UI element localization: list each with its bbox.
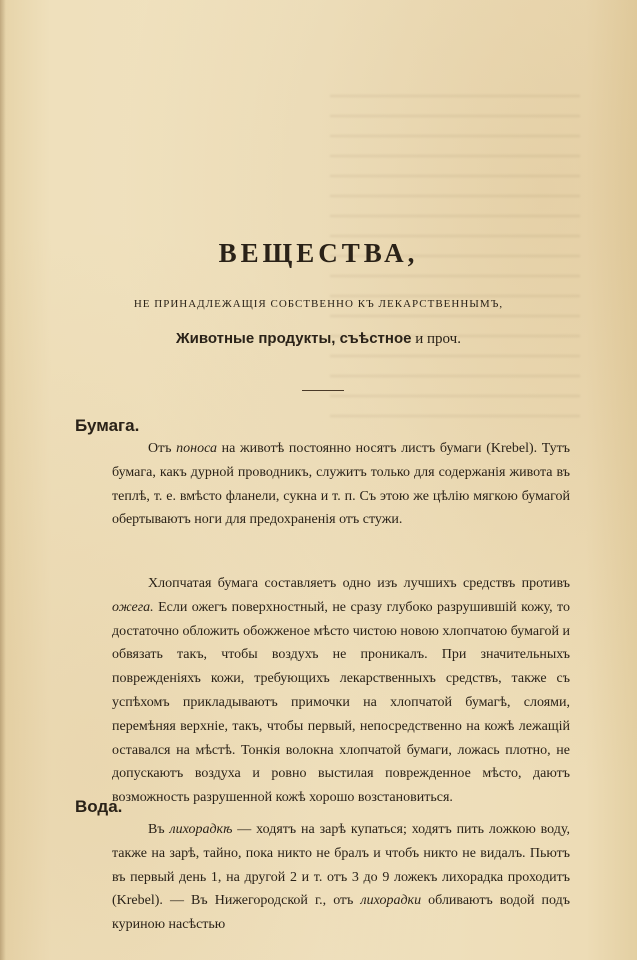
page-subtitle-secondary xyxy=(0,330,637,348)
text-run: на животѣ постоянно носятъ листъ бумаги (Krebel). Тутъ бумага, какъ дурной проводникъ, служитъ только для содержанія живота въ теплѣ, т. е. вмѣсто фланели, сукна и т. п. Съ этою же цѣлію мягкою бумагой обертываютъ ноги для предохраненія отъ стужи. xyxy=(112,441,570,528)
page-subtitle: НЕ ПРИНАДЛЕЖАЩІЯ СОБСТВЕННО КЪ ЛЕКАРСТВЕННЫМЪ, xyxy=(133,298,504,310)
text-run: — ходятъ на зарѣ купаться; ходятъ пить ложкою воду, также на зарѣ, тайно, пока никто не бралъ и чтобъ никто не видалъ. Пьютъ въ первый день 1, на другой 2 и т. отъ 3 до 9 ложекъ лихорадка проходитъ (Krebel). — Въ Нижегородской г., отъ xyxy=(112,822,571,909)
italic-term: лихорадки xyxy=(360,893,422,909)
section-heading-paper: Бумага. xyxy=(75,416,140,435)
paragraph xyxy=(112,437,570,532)
italic-term: лихорадкѣ xyxy=(169,822,233,837)
text-run: обливаютъ водой подъ куриною насѣстью xyxy=(112,893,571,933)
title-divider xyxy=(302,390,344,391)
italic-term: поноса xyxy=(176,441,217,456)
text-run: Въ xyxy=(148,822,170,837)
subtitle-bold-part: Животные продукты, съѣстное xyxy=(176,330,412,347)
page-fold-shadow xyxy=(0,0,6,960)
text-run: Хлопчатая бумага составляетъ одно изъ лучшихъ средствъ противъ xyxy=(148,576,570,591)
text-run: Отъ xyxy=(148,441,177,456)
subtitle-rest-part: и проч. xyxy=(411,331,461,347)
paragraph xyxy=(112,572,570,810)
page-title: ВЕЩЕСТВА, xyxy=(218,238,419,268)
text-run: Если ожегъ поверхностный, не сразу глубоко разрушившій кожу, то достаточно обложить обожженое мѣсто чистою новою хлопчатою бумагой и обвязать такъ, чтобы воздухъ не проникалъ. При значительныхъ поврежденіяхъ кожи, требующихъ лекарственныхъ средствъ, также съ успѣхомъ прикладываютъ примочки на хлопчатой бумагѣ, слоями, перемѣняя верхніе, такъ, чтобы первый, непосредственно на кожѣ лежащій оставался на мѣстѣ. Тонкія волокна хлопчатой бумаги, ложась плотно, не допускаютъ воздуха и ровно выстилая поврежденное мѣсто, даютъ возможность разрушенной кожѣ хорошо возстановиться. xyxy=(112,599,570,806)
section-heading-water: Вода. xyxy=(75,797,123,816)
paragraph xyxy=(112,818,570,937)
italic-term: ожега. xyxy=(112,599,154,615)
